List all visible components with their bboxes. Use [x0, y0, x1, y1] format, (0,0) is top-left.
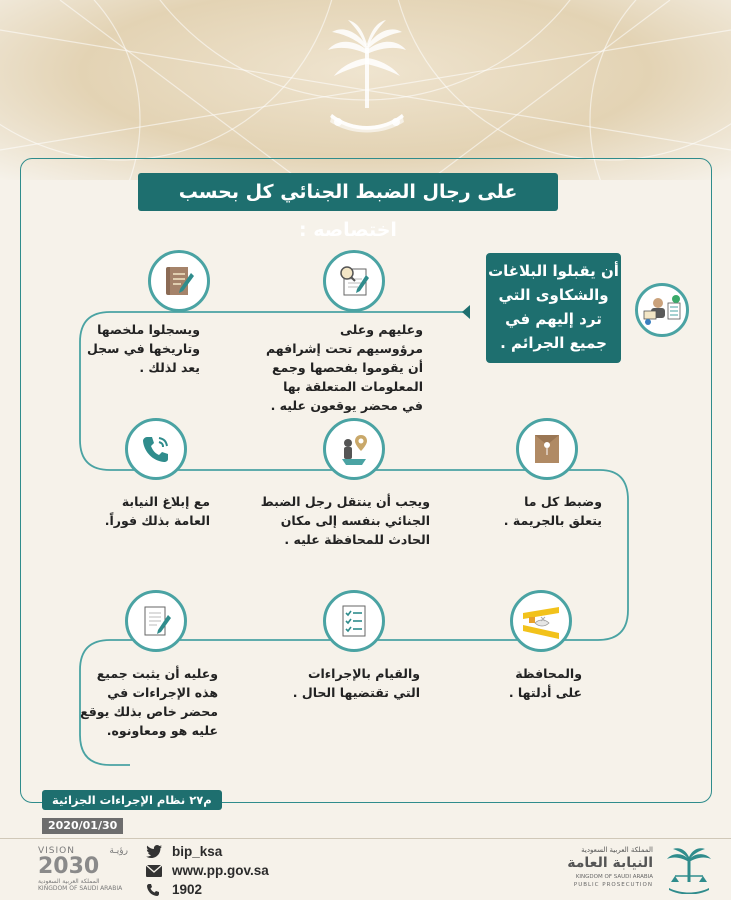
step-seize-items — [462, 492, 602, 530]
step-line: والقيام بالإجراءات — [307, 666, 420, 681]
step-line: على أدلتها . — [508, 685, 582, 700]
step-line: عليه هو ومعاونوه. — [106, 723, 218, 738]
twitter-icon — [146, 845, 162, 859]
twitter-handle: bip_ksa — [172, 844, 223, 859]
phone-contact[interactable] — [146, 880, 346, 899]
org-kingdom-en: KINGDOM OF SAUDI ARABIA — [575, 874, 653, 880]
step-line: يتعلق بالجريمة . — [503, 513, 602, 528]
step-line: وعليه أن يثبت جميع — [96, 666, 218, 681]
step-preserve-evidence — [462, 664, 582, 702]
vision-kingdom-ar: المملكة العربية السعودية — [38, 878, 100, 885]
notebook-pen-icon — [148, 250, 210, 312]
twitter-contact[interactable] — [146, 842, 346, 861]
website-url: www.pp.gov.sa — [172, 863, 269, 878]
crime-scene-tape-icon — [510, 590, 572, 652]
document-magnifier-icon — [323, 250, 385, 312]
step-line: وعليهم وعلى — [340, 322, 423, 337]
phone-small-icon — [146, 883, 162, 897]
step-line: هذه الإجراءات في — [107, 685, 218, 700]
intro-statement — [486, 253, 621, 363]
step-line: الجنائي بنفسه إلى مكان — [280, 513, 430, 528]
public-prosecution-logo — [565, 846, 725, 894]
step-record-procedures — [48, 664, 218, 740]
step-line: ويسجلوا ملخصها — [97, 322, 200, 337]
org-name-ar: النيابة العامة — [567, 855, 653, 871]
step-line: محضر خاص بذلك يوقع — [80, 704, 218, 719]
contact-info — [146, 842, 346, 899]
step-line: الحادث للمحافظة عليه . — [284, 532, 430, 547]
person-location-icon — [323, 418, 385, 480]
vision-ar-label: رؤيـة — [109, 846, 128, 856]
step-line: وتاريخها في سجل — [87, 341, 200, 356]
step-examine-and-collect — [258, 320, 423, 415]
step-line: في محضر يوقعون عليه . — [270, 398, 423, 413]
step-record-summary — [40, 320, 200, 377]
step-line: يعد لذلك . — [139, 360, 200, 375]
step-line: مع إبلاغ النيابة — [121, 494, 210, 509]
step-line: ويجب أن ينتقل رجل الضبط — [260, 494, 430, 509]
publish-date: 2020/01/30 — [42, 818, 123, 834]
vision-kingdom-en: KINGDOM OF SAUDI ARABIA — [38, 885, 123, 892]
step-line: مرؤوسيهم تحت إشرافهم — [265, 341, 423, 356]
step-line: وضبط كل ما — [524, 494, 602, 509]
palm-scales-icon — [663, 846, 715, 894]
document-signing-icon — [125, 590, 187, 652]
phone-number: 1902 — [172, 882, 203, 897]
checklist-icon — [323, 590, 385, 652]
org-kingdom-ar: المملكة العربية السعودية — [581, 846, 653, 854]
mail-icon — [146, 864, 162, 878]
org-name-en: PUBLIC PROSECUTION — [573, 882, 653, 888]
officer-report-icon — [635, 283, 689, 337]
evidence-envelope-icon — [516, 418, 578, 480]
page-title: على رجال الضبط الجنائي كل بحسب اختصاصه : — [138, 173, 558, 211]
footer-divider — [0, 838, 731, 839]
step-line: التي تقتضيها الحال . — [292, 685, 420, 700]
step-line: المعلومات المتعلقة بها — [283, 379, 423, 394]
phone-icon — [125, 418, 187, 480]
step-take-actions — [270, 664, 420, 702]
law-reference-badge: م٢٧ نظام الإجراءات الجزائية — [42, 790, 222, 810]
vision-2030-logo — [38, 846, 128, 892]
intro-line: والشكاوى التي — [498, 286, 609, 304]
vision-year: 2030 — [38, 854, 100, 879]
intro-line: أن يقبلوا البلاغات — [488, 262, 619, 280]
step-line: والمحافظة — [515, 666, 582, 681]
intro-line: جميع الجرائم . — [500, 334, 607, 352]
intro-line: ترد إليهم في — [505, 310, 602, 328]
vision-en-label: VISION — [38, 846, 75, 856]
step-line: أن يقوموا بفحصها وجمع — [271, 360, 423, 375]
step-notify-prosecution — [50, 492, 210, 530]
step-go-to-scene — [260, 492, 430, 549]
website-contact[interactable] — [146, 861, 346, 880]
step-line: العامة بذلك فوراً. — [104, 513, 210, 528]
